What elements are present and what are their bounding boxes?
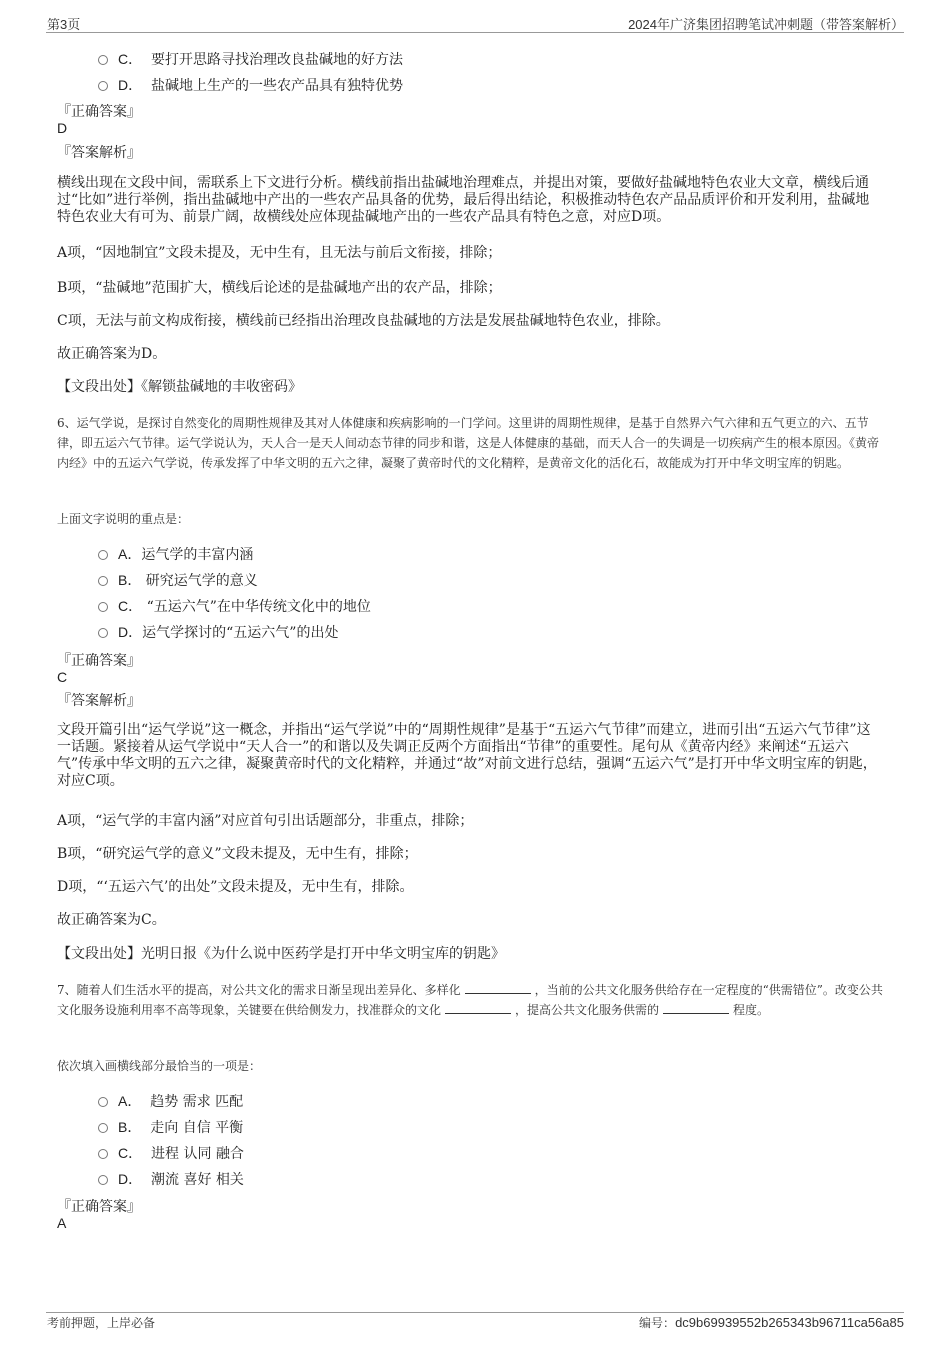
q6-option-b[interactable]: B． 研究运气学的意义: [98, 570, 258, 590]
document-title: 2024年广济集团招聘笔试冲刺题（带答案解析）: [628, 17, 904, 32]
fill-blank-3[interactable]: [663, 1001, 729, 1014]
q7-stem: 7、随着人们生活水平的提高，对公共文化的需求日渐呈现出差异化、多样化 ，当前的公共文化服务供给存在一定程度的“供需错位”。改变公共文化服务设施利用率不高等现象，关键要在供给侧发力，找准群众的文化 ，提高公共文化服务供需的 程度。: [57, 983, 883, 1017]
q5-analysis-text: 横线出现在文段中间，需联系上下文进行分析。横线前指出盐碱地治理难点，并提出对策，要做好盐碱地特色农业大文章，横线后通过“比如”进行举例，指出盐碱地中产出的一些农产品具备的优势，最后得出结论，积极推动特色农产品品质评价和开发利用，盐碱地特色农业大有可为、前景广阔，故横线处应体现盐碱地产出的一些农产品具有特色之意，对应D项。: [57, 175, 870, 225]
radio-icon[interactable]: [98, 602, 108, 612]
radio-icon[interactable]: [98, 576, 108, 586]
radio-icon[interactable]: [98, 1097, 108, 1107]
q7-option-d[interactable]: D． 潮流 喜好 相关: [98, 1169, 244, 1189]
q6-analysis-d: D项，“‘五运六气’的出处”文段未提及，无中生有，排除。: [57, 879, 414, 895]
radio-icon[interactable]: [98, 55, 108, 65]
q5-option-c[interactable]: C． 要打开思路寻找治理改良盐碱地的好方法: [98, 49, 403, 69]
q5-conclusion: 故正确答案为D。: [57, 346, 167, 362]
q5-answer-label: 『正确答案』: [57, 104, 141, 120]
q5-analysis-a: A项，“因地制宜”文段未提及，无中生有，且无法与前后文衔接，排除；: [57, 245, 502, 261]
q6-analysis-label: 『答案解析』: [57, 693, 141, 709]
q6-stem: 6、运气学说，是探讨自然变化的周期性规律及其对人体健康和疾病影响的一门学问。这里讲的周期性规律，是基于自然界六气六律和五气更立的六、五节律，即五运六气节律。运气学说认为，天人合一是天人间动态节律的同步和谐，这是人体健康的基础，而天人合一的失调是一切疾病产生的根本原因。《黄帝内经》中的五运六气学说，传承发挥了中华文明的五六之律，凝聚了黄帝时代的文化精粹，是黄帝文化的活化石，故能成为打开中华文明宝库的钥匙。: [57, 416, 880, 470]
q6-source: 【文段出处】光明日报《为什么说中医药学是打开中华文明宝库的钥匙》: [57, 946, 505, 962]
radio-icon[interactable]: [98, 628, 108, 638]
footer-divider: [46, 1312, 904, 1313]
q6-prompt: 上面文字说明的重点是：: [57, 512, 190, 526]
header-divider: [46, 32, 904, 33]
radio-icon[interactable]: [98, 1123, 108, 1133]
radio-icon[interactable]: [98, 81, 108, 91]
q5-analysis-c: C项，无法与前文构成衔接，横线前已经指出治理改良盐碱地的方法是发展盐碱地特色农业，排除。: [57, 313, 670, 329]
page-number: 第3页: [47, 17, 81, 32]
q5-source: 【文段出处】《解锁盐碱地的丰收密码》: [57, 379, 302, 395]
q6-conclusion: 故正确答案为C。: [57, 912, 166, 928]
q7-answer: A: [57, 1215, 67, 1231]
radio-icon[interactable]: [98, 1175, 108, 1185]
q6-option-a[interactable]: A．运气学的丰富内涵: [98, 544, 253, 564]
q6-option-d[interactable]: D．运气学探讨的“五运六气”的出处: [98, 622, 338, 642]
q7-answer-label: 『正确答案』: [57, 1199, 141, 1215]
q7-option-a[interactable]: A． 趋势 需求 匹配: [98, 1091, 243, 1111]
radio-icon[interactable]: [98, 550, 108, 560]
q6-analysis-a: A项，“运气学的丰富内涵”对应首句引出话题部分，非重点，排除；: [57, 813, 474, 829]
fill-blank-2[interactable]: [445, 1001, 511, 1014]
q7-option-b[interactable]: B． 走向 自信 平衡: [98, 1117, 243, 1137]
footer-code: 编号：dc9b69939552b265343b96711ca56a85: [639, 1315, 904, 1330]
q6-option-c[interactable]: C． “五运六气”在中华传统文化中的地位: [98, 596, 371, 616]
q5-option-d[interactable]: D． 盐碱地上生产的一些农产品具有独特优势: [98, 75, 403, 95]
q5-analysis-label: 『答案解析』: [57, 145, 141, 161]
q5-answer: D: [57, 120, 68, 136]
q7-prompt: 依次填入画横线部分最恰当的一项是：: [57, 1059, 262, 1073]
q5-analysis-b: B项，“盐碱地”范围扩大，横线后论述的是盐碱地产出的农产品，排除；: [57, 280, 502, 296]
q7-option-c[interactable]: C． 进程 认同 融合: [98, 1143, 244, 1163]
footer-slogan: 考前押题，上岸必备: [47, 1316, 156, 1330]
radio-icon[interactable]: [98, 1149, 108, 1159]
q6-analysis-text: 文段开篇引出“运气学说”这一概念，并指出“运气学说”中的“周期性规律”是基于“五运六气节律”而建立，进而引出“五运六气节律”这一话题。紧接着从运气学说中“天人合一”的和谐以及失调正反两个方面指出“节律”的重要性。尾句从《黄帝内经》来阐述“五运六气”传承中华文明的五六之律，凝聚黄帝时代的文化精粹，并通过“故”对前文进行总结，强调“五运六气”是打开中华文明宝库的钥匙，对应C项。: [57, 722, 877, 789]
fill-blank-1[interactable]: [465, 981, 531, 994]
q6-analysis-b: B项，“研究运气学的意义”文段未提及，无中生有，排除；: [57, 846, 418, 862]
q6-answer-label: 『正确答案』: [57, 653, 141, 669]
q6-answer: C: [57, 669, 68, 685]
